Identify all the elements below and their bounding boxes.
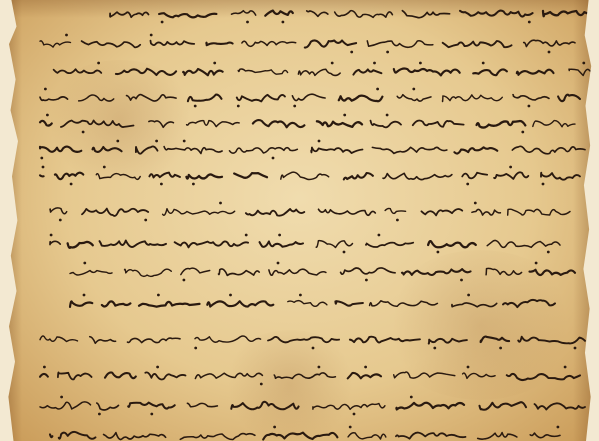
diacritic-dot bbox=[273, 426, 276, 429]
handwritten-word bbox=[260, 241, 304, 246]
diacritic-dot bbox=[548, 51, 551, 54]
handwritten-word bbox=[462, 173, 487, 179]
handwritten-word bbox=[494, 172, 528, 179]
diacritic-dot bbox=[386, 114, 389, 117]
diacritic-dot bbox=[161, 21, 164, 24]
handwritten-word bbox=[68, 242, 93, 248]
diacritic-dot bbox=[482, 62, 485, 65]
diacritic-dot bbox=[373, 62, 376, 65]
diacritic-dot bbox=[528, 21, 531, 24]
diacritic-dot bbox=[353, 413, 356, 416]
handwritten-word bbox=[530, 433, 560, 438]
handwritten-word bbox=[40, 374, 48, 377]
diacritic-dot bbox=[59, 219, 62, 222]
handwritten-word bbox=[305, 40, 356, 47]
handwritten-word bbox=[341, 268, 396, 274]
handwritten-word bbox=[151, 41, 195, 45]
handwritten-word bbox=[513, 95, 549, 100]
handwritten-word bbox=[163, 209, 235, 216]
handwritten-word bbox=[219, 269, 260, 275]
handwritten-word bbox=[82, 41, 141, 47]
handwritten-word bbox=[344, 173, 373, 179]
handwritten-word bbox=[274, 373, 335, 379]
diacritic-dot bbox=[277, 262, 280, 265]
handwritten-word bbox=[253, 120, 305, 127]
handwritten-word bbox=[50, 241, 60, 244]
handwritten-word bbox=[128, 338, 181, 343]
diacritic-dot bbox=[376, 88, 379, 91]
diacritic-dot bbox=[365, 279, 368, 282]
handwritten-word bbox=[463, 373, 496, 378]
handwritten-word bbox=[164, 147, 222, 154]
diacritic-dot bbox=[386, 51, 389, 54]
handwritten-word bbox=[429, 339, 467, 344]
handwritten-word bbox=[460, 11, 533, 17]
diacritic-dot bbox=[103, 166, 106, 169]
handwritten-word bbox=[116, 69, 176, 75]
handwritten-word bbox=[313, 404, 385, 410]
handwritten-word bbox=[149, 121, 174, 127]
diacritic-dot bbox=[542, 183, 545, 186]
handwritten-word bbox=[97, 403, 119, 410]
handwritten-word bbox=[40, 147, 81, 152]
handwritten-word bbox=[195, 336, 261, 342]
diacritic-dot bbox=[70, 183, 73, 186]
handwritten-word bbox=[292, 94, 325, 100]
diacritic-dot bbox=[82, 131, 85, 134]
handwritten-word bbox=[263, 433, 337, 440]
handwritten-word bbox=[443, 41, 512, 47]
handwritten-word bbox=[518, 337, 585, 344]
handwritten-word bbox=[125, 269, 172, 276]
diacritic-dot bbox=[245, 234, 248, 237]
handwritten-word bbox=[40, 336, 78, 342]
handwritten-word bbox=[383, 173, 452, 179]
handwritten-word bbox=[535, 403, 586, 409]
handwritten-word bbox=[188, 95, 222, 102]
diacritic-dot bbox=[410, 396, 413, 399]
diacritic-dot bbox=[528, 105, 531, 108]
handwritten-word bbox=[370, 301, 438, 306]
handwritten-word bbox=[187, 121, 240, 127]
diacritic-dot bbox=[437, 251, 440, 254]
handwritten-word bbox=[139, 302, 200, 307]
diacritic-dot bbox=[44, 88, 47, 91]
diacritic-dot bbox=[564, 366, 567, 369]
diacritic-dot bbox=[183, 140, 186, 143]
diacritic-dot bbox=[509, 166, 512, 169]
handwritten-word bbox=[472, 209, 501, 215]
handwritten-word bbox=[298, 69, 340, 75]
handwritten-word bbox=[96, 174, 140, 180]
handwritten-word bbox=[473, 69, 507, 75]
handwritten-word bbox=[454, 147, 497, 153]
diacritic-dot bbox=[40, 157, 43, 160]
diacritic-dot bbox=[157, 294, 160, 297]
diacritic-dot bbox=[467, 366, 470, 369]
diacritic-dot bbox=[83, 262, 86, 265]
handwritten-word bbox=[238, 69, 287, 74]
handwritten-word bbox=[145, 372, 185, 379]
handwritten-word bbox=[517, 70, 554, 75]
diacritic-dot bbox=[419, 62, 422, 65]
diacritic-dot bbox=[42, 166, 45, 169]
handwritten-word bbox=[307, 11, 328, 17]
handwritten-word bbox=[180, 434, 255, 440]
diacritic-dot bbox=[521, 131, 524, 134]
diacritic-dot bbox=[260, 383, 263, 386]
handwritten-word bbox=[385, 208, 406, 213]
handwritten-word bbox=[149, 173, 180, 178]
handwritten-word bbox=[79, 95, 114, 101]
diacritic-dot bbox=[282, 21, 285, 24]
handwritten-word bbox=[128, 403, 175, 409]
handwritten-word bbox=[402, 11, 449, 18]
diacritic-dot bbox=[219, 202, 222, 205]
handwritten-word bbox=[478, 433, 517, 440]
diacritic-dot bbox=[433, 347, 436, 350]
diacritic-dot bbox=[331, 62, 334, 65]
handwritten-word bbox=[55, 173, 83, 180]
diacritic-dot bbox=[213, 62, 216, 65]
handwritten-word bbox=[442, 95, 502, 102]
handwritten-word bbox=[181, 268, 210, 275]
handwritten-word bbox=[58, 372, 92, 379]
handwritten-word bbox=[396, 433, 466, 439]
diacritic-dot bbox=[65, 34, 68, 37]
handwritten-word bbox=[232, 11, 256, 15]
diacritic-dot bbox=[194, 105, 197, 108]
handwritten-word bbox=[175, 241, 249, 247]
handwritten-word bbox=[242, 41, 296, 46]
handwritten-word bbox=[487, 240, 560, 247]
handwritten-word bbox=[102, 301, 130, 306]
handwritten-word bbox=[533, 121, 575, 127]
handwritten-word bbox=[265, 11, 293, 16]
diacritic-dot bbox=[349, 426, 352, 429]
handwritten-word bbox=[127, 95, 177, 101]
handwritten-word bbox=[394, 68, 460, 75]
handwritten-word bbox=[40, 97, 68, 101]
handwritten-word bbox=[350, 337, 420, 343]
diacritic-dot bbox=[278, 234, 281, 237]
handwritten-word bbox=[480, 402, 527, 410]
handwritten-word bbox=[477, 121, 526, 128]
handwritten-word bbox=[428, 241, 476, 247]
diacritic-dot bbox=[272, 157, 275, 160]
handwritten-word bbox=[558, 95, 580, 101]
handwritten-word bbox=[269, 269, 326, 275]
diacritic-dot bbox=[350, 51, 353, 54]
handwritten-word bbox=[206, 43, 232, 46]
handwritten-word bbox=[82, 209, 148, 216]
handwritten-word bbox=[530, 270, 576, 275]
diacritic-dot bbox=[150, 34, 153, 37]
diacritic-dot bbox=[194, 347, 197, 350]
handwritten-word bbox=[543, 11, 590, 16]
diacritic-dot bbox=[229, 294, 232, 297]
diacritic-dot bbox=[460, 279, 463, 282]
handwritten-word bbox=[246, 209, 304, 216]
diacritic-dot bbox=[144, 219, 147, 222]
handwritten-word bbox=[268, 337, 339, 342]
handwritten-word bbox=[507, 374, 580, 380]
diacritic-dot bbox=[293, 105, 296, 108]
handwritten-word bbox=[524, 40, 575, 46]
diacritic-dot bbox=[574, 347, 577, 350]
handwritten-word bbox=[183, 69, 223, 75]
handwritten-word bbox=[339, 96, 383, 102]
diacritic-dot bbox=[83, 294, 86, 297]
handwritten-word bbox=[50, 208, 67, 214]
handwritten-word bbox=[394, 372, 455, 378]
handwritten-word bbox=[110, 12, 149, 17]
handwritten-word bbox=[105, 372, 136, 378]
diacritic-dot bbox=[378, 234, 381, 237]
diacritic-dot bbox=[97, 62, 100, 65]
diacritic-dot bbox=[60, 396, 63, 399]
diacritic-dot bbox=[412, 88, 415, 91]
diacritic-dot bbox=[183, 279, 186, 282]
handwritten-word bbox=[186, 174, 222, 178]
diacritic-dot bbox=[364, 366, 367, 369]
handwritten-word bbox=[40, 41, 71, 47]
handwritten-word bbox=[348, 373, 381, 378]
handwritten-word bbox=[486, 268, 521, 275]
handwritten-word bbox=[70, 301, 92, 307]
diacritic-dot bbox=[312, 347, 315, 350]
diacritic-dot bbox=[499, 347, 502, 350]
handwritten-word bbox=[396, 403, 464, 410]
handwritten-word bbox=[311, 148, 362, 154]
diacritic-dot bbox=[582, 62, 585, 65]
diacritic-dot bbox=[299, 294, 302, 297]
diacritic-dot bbox=[396, 219, 399, 222]
diacritic-dot bbox=[343, 114, 346, 117]
handwritten-word bbox=[104, 433, 166, 440]
handwritten-word bbox=[569, 69, 590, 75]
diacritic-dot bbox=[46, 114, 49, 117]
handwritten-word bbox=[40, 175, 44, 176]
diacritic-dot bbox=[50, 234, 53, 237]
diacritic-dot bbox=[116, 140, 119, 143]
diacritic-dot bbox=[155, 140, 158, 143]
handwritten-word bbox=[230, 148, 298, 153]
handwritten-word bbox=[90, 337, 116, 344]
handwritten-word bbox=[61, 121, 134, 128]
diacritic-dot bbox=[466, 183, 469, 186]
handwritten-word bbox=[512, 146, 585, 154]
diacritic-dot bbox=[474, 202, 477, 205]
handwritten-word bbox=[372, 147, 446, 153]
diacritic-dot bbox=[547, 251, 550, 254]
handwritten-word bbox=[367, 41, 433, 48]
handwritten-word bbox=[187, 403, 217, 406]
handwritten-word bbox=[319, 209, 376, 215]
handwritten-word bbox=[541, 173, 580, 180]
handwritten-word bbox=[452, 303, 497, 307]
handwritten-word bbox=[508, 209, 570, 215]
handwritten-word bbox=[503, 300, 555, 307]
handwritten-word bbox=[237, 95, 285, 102]
handwritten-word bbox=[50, 434, 52, 437]
diacritic-dot bbox=[156, 366, 159, 369]
handwritten-word bbox=[316, 241, 352, 248]
handwritten-word bbox=[231, 402, 298, 409]
diacritic-dot bbox=[318, 366, 321, 369]
handwritten-word bbox=[348, 433, 386, 439]
handwritten-word bbox=[54, 69, 102, 73]
diacritic-dot bbox=[557, 426, 560, 429]
handwritten-word bbox=[207, 301, 273, 306]
diacritic-dot bbox=[467, 294, 470, 297]
handwritten-word bbox=[371, 121, 402, 128]
handwritten-word bbox=[317, 121, 362, 127]
diacritic-dot bbox=[237, 105, 240, 108]
handwritten-word bbox=[402, 269, 471, 275]
diacritic-dot bbox=[318, 140, 321, 143]
diacritic-dot bbox=[150, 413, 153, 416]
handwritten-word bbox=[195, 373, 262, 378]
handwritten-word bbox=[397, 95, 431, 101]
handwritten-word bbox=[70, 271, 112, 275]
handwritten-word bbox=[481, 337, 510, 343]
handwritten-word bbox=[288, 301, 327, 307]
handwritten-word bbox=[353, 69, 381, 74]
diacritic-dot bbox=[43, 366, 46, 369]
diacritic-dot bbox=[160, 183, 163, 186]
handwritten-word bbox=[59, 432, 96, 439]
handwritten-word bbox=[335, 301, 363, 306]
handwritten-word bbox=[93, 147, 122, 152]
handwritten-word bbox=[40, 121, 52, 126]
handwritten-word bbox=[100, 241, 167, 248]
handwritten-word bbox=[136, 146, 158, 153]
diacritic-dot bbox=[192, 183, 195, 186]
diacritic-dot bbox=[98, 413, 101, 416]
handwritten-word bbox=[421, 209, 462, 215]
diacritic-dot bbox=[343, 251, 346, 254]
handwritten-word bbox=[366, 243, 413, 247]
handwritten-word bbox=[281, 172, 329, 179]
diacritic-dot bbox=[246, 21, 249, 24]
handwritten-word bbox=[234, 173, 267, 178]
handwritten-word bbox=[413, 120, 464, 126]
handwritten-word bbox=[159, 13, 216, 17]
handwritten-word bbox=[40, 402, 91, 409]
diacritic-dot bbox=[535, 262, 538, 265]
handwritten-word bbox=[335, 11, 393, 18]
